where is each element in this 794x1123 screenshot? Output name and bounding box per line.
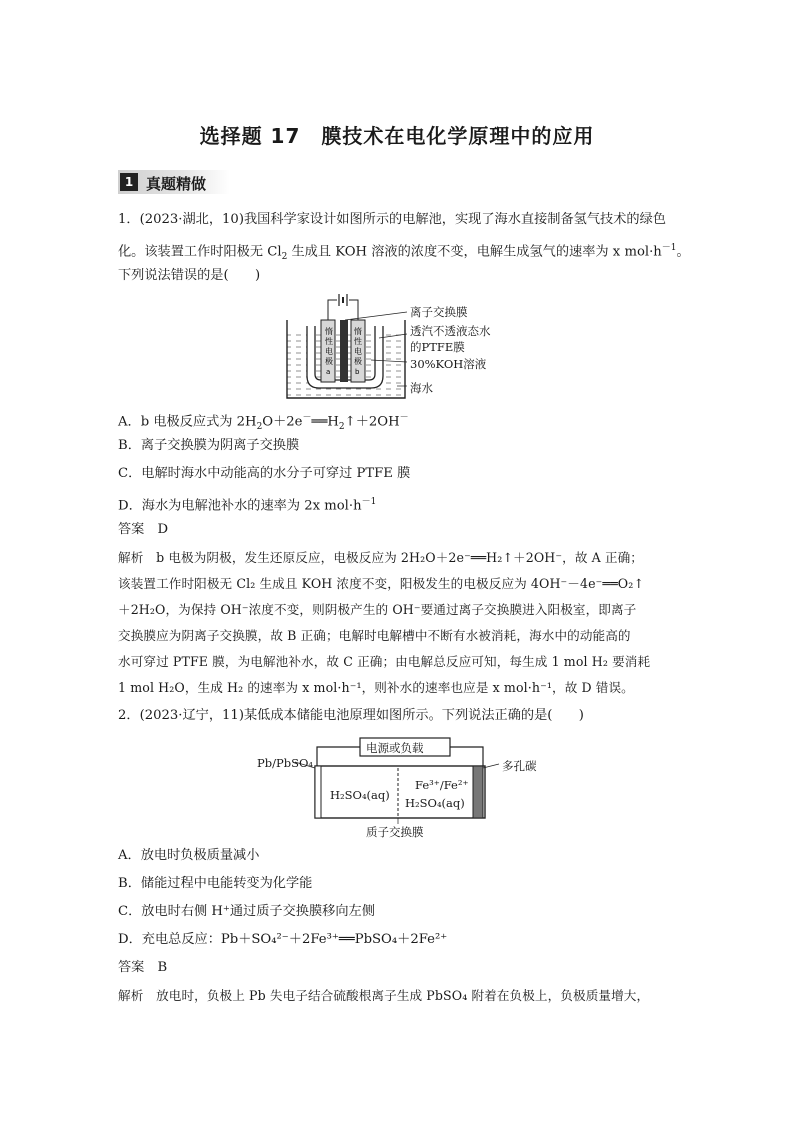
label-power: 电源或负载 (366, 741, 424, 755)
label-pb-pbso4: Pb/PbSO₄ (257, 756, 313, 770)
svg-text:性: 性 (354, 337, 362, 346)
page-title: 选择题 17 膜技术在电化学原理中的应用 (199, 124, 595, 148)
q1-answer: 答案 D (118, 522, 169, 537)
label-left-solution: H₂SO₄(aq) (330, 788, 390, 802)
svg-text:性: 性 (325, 337, 333, 346)
q2-option-a: A．放电时负极质量减小 (118, 848, 260, 863)
q1-option-c: C．电解时海水中动能高的水分子可穿过 PTFE 膜 (118, 466, 411, 481)
label-ptfe-1: 透汽不透液态水 (410, 324, 491, 338)
label-proton-membrane: 质子交换膜 (366, 825, 424, 839)
q1-explanation-2: 该装置工作时阳极无 Cl₂ 生成且 KOH 浓度不变，阳极发生的电极反应为 4OH⁻－4e⁻══O₂↑ (118, 576, 644, 591)
q1-explanation-3: ＋2H₂O，为保持 OH⁻浓度不变，则阴极产生的 OH⁻要通过离子交换膜进入阳极室，即离子 (118, 602, 637, 617)
q1-option-a: A．b 电极反应式为 $2H_2O+2e^-══H_2↑+2OH^-$ (118, 413, 409, 433)
q1-explanation-4: 交换膜应为阴离子交换膜，故 B 正确；电解时电解槽中不断有水被消耗，海水中的动能高的 (118, 628, 631, 643)
ion-exchange-membrane (340, 320, 348, 382)
q1-explanation-5: 水可穿过 PTFE 膜，为电解池补水，故 C 正确；由电解总反应可知，每生成 1 mol H₂ 要消耗 (118, 654, 651, 669)
svg-text:极: 极 (325, 357, 333, 366)
section-header (118, 170, 230, 194)
pb-electrode (315, 766, 321, 818)
svg-text:惰: 惰 (325, 327, 333, 336)
svg-text:a: a (326, 368, 331, 376)
q2-option-c: C．放电时右侧 H⁺通过质子交换膜移向左侧 (118, 904, 375, 919)
label-ion-membrane: 离子交换膜 (410, 305, 468, 319)
svg-text:b: b (355, 368, 360, 376)
porous-carbon-electrode (473, 766, 483, 818)
section-number: 1 (120, 173, 138, 191)
label-right-bottom: H₂SO₄(aq) (405, 796, 465, 810)
section-label: 真题精做 (146, 175, 207, 193)
q1-stem-line-2: 化。该装置工作时阳极无 $Cl_2$ 生成且 KOH 溶液的浓度不变，电解生成氢气的速率为 x $mol\cdot h^{-1}$。 (118, 243, 690, 263)
q2-option-d: D．充电总反应：Pb＋SO₄²⁻＋2Fe³⁺══PbSO₄＋2Fe²⁺ (118, 932, 448, 947)
q2-option-b: B．储能过程中电能转变为化学能 (118, 876, 313, 891)
q1-option-b: B．离子交换膜为阴离子交换膜 (118, 438, 300, 453)
label-ptfe-2: 的PTFE膜 (410, 340, 465, 354)
q2-explanation-1: 解析 放电时，负极上 Pb 失电子结合硫酸根离子生成 PbSO₄ 附着在负极上，负极质量增大， (118, 988, 650, 1003)
q2-stem: 2．(2023·辽宁，11)某低成本储能电池原理如图所示。下列说法正确的是( ) (118, 708, 584, 723)
label-koh: 30%KOH溶液 (410, 357, 487, 371)
label-seawater: 海水 (410, 381, 433, 395)
q2-answer: 答案 B (118, 960, 168, 975)
q1-option-d: D．海水为电解池补水的速率为 2x $mol\cdot h^{-1}$ (118, 497, 377, 514)
q1-explanation-1: 解析 b 电极为阴极，发生还原反应，电极反应为 2H₂O＋2e⁻══H₂↑＋2OH⁻，故 A 正确； (118, 550, 643, 565)
label-porous-carbon: 多孔碳 (502, 759, 537, 773)
svg-text:极: 极 (354, 357, 362, 366)
svg-text:电: 电 (325, 347, 333, 356)
q1-explanation-6: 1 mol H₂O，生成 H₂ 的速率为 x mol·h⁻¹，则补水的速率也应是 x mol·h⁻¹，故 D 错误。 (118, 680, 634, 695)
svg-text:电: 电 (354, 347, 362, 356)
svg-text:惰: 惰 (354, 327, 362, 336)
q1-stem-line-1: 1．(2023·湖北，10)我国科学家设计如图所示的电解池，实现了海水直接制备氢气技术的绿色 (118, 212, 666, 227)
label-right-top: Fe³⁺/Fe²⁺ (415, 778, 469, 792)
q1-stem-line-3: 下列说法错误的是( ) (118, 268, 261, 283)
